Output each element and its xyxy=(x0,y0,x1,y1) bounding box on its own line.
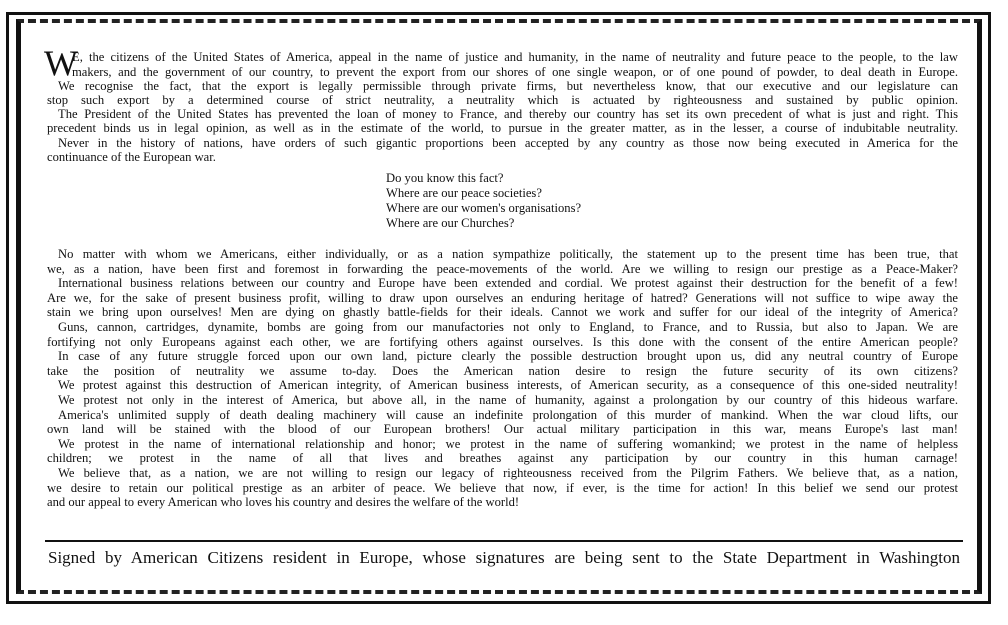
text-line: Guns, cannon, cartridges, dynamite, bombs are going from our manufactories not only to England, to France, and to Russia, but also to Japan. We are xyxy=(58,320,958,334)
drop-cap: W xyxy=(44,43,78,83)
text-line: America's unlimited supply of death dealing machinery will cause an indefinite prolongation of this murder of mankind. When the war cloud lifts, our xyxy=(58,407,958,422)
text-line: We protest in the name of international relationship and honor; we protest in the name of suffering womankind; we protest in the name of helpless xyxy=(58,436,958,451)
text-line: International business relations between our country and Europe have been extended and cordial. We protest against their destruction for the benefit of a few! xyxy=(58,276,958,291)
text-line: We protest not only in the interest of America, but above all, in the name of humanity, against a prolongation by our country of this hideous warfare. xyxy=(58,393,958,407)
text-line: precedent binds us in legal opinion, as well as in the estimate of the world, to pursue in the greater matter, as in the lesser, a course of indubitable neutrality. xyxy=(47,121,958,135)
text-line: Are we, for the sake of present business profit, willing to draw upon ourselves an enduring heritage of hatred? Generations will not suffice to wipe away the xyxy=(47,290,958,305)
signature-line: Signed by American Citizens resident in Europe, whose signatures are being sent to the State Department in Washington xyxy=(48,548,960,567)
text-line: We recognise the fact, that the export is legally permissible through private firms, but nevertheless know, that our executive and our legislature can xyxy=(58,79,958,93)
text-line: children; we protest in the name of all that lives and breathes against any participation by our country in this human carnage! xyxy=(47,451,958,466)
text-line: we, as a nation, have been first and foremost in forwarding the peace-movements of the world. Are we willing to resign our prestige as a Peace-Maker? xyxy=(47,261,958,276)
text-line: stop such export by a determined course of strict neutrality, a neutrality which is actuated by righteousness and sustained by public opinion. xyxy=(47,93,958,107)
text-line: fortifying not only Europeans against each other, we are fortifying others against ourselves. Is this done with the consent of the entire American people? xyxy=(47,334,958,349)
text-line: we desire to retain our political prestige as an arbiter of peace. We believe that now, if ever, is the time for action! In this belief we send our protest xyxy=(47,480,958,495)
text-line: The President of the United States has prevented the loan of money to France, and thereby our country has set its own precedent of what is just and right. This xyxy=(58,107,958,121)
divider-rule xyxy=(45,540,963,542)
question-line: Do you know this fact? xyxy=(386,171,504,185)
question-line: Where are our peace societies? xyxy=(386,186,542,200)
text-line: own land will be stained with the blood of our European brothers! Our actual military participation in this war, means Europe's last man! xyxy=(47,422,958,437)
text-line: We protest against this destruction of American integrity, of American business interests, of American security, as a consequence of this one-sided neutrality! xyxy=(58,378,958,393)
text-line: We believe that, as a nation, we are not willing to resign our legacy of righteousness received from the Pilgrim Fathers. We believe that, as a nation, xyxy=(58,466,958,480)
text-line: No matter with whom we Americans, either individually, or as a nation sympathize politically, the statement up to the present time has been true, that xyxy=(58,247,958,261)
question-line: Where are our women's organisations? xyxy=(386,201,582,215)
text-line: Never in the history of nations, have orders of such gigantic proportions been accepted by any country as those now being executed in America for the xyxy=(58,136,958,150)
text-line: E, the citizens of the United States of America, appeal in the name of justice and humanity, in the name of neutrality and future peace to the people, to the law xyxy=(72,50,958,64)
question-line: Where are our Churches? xyxy=(386,216,515,230)
text-line: stain we bring upon ourselves! Men are dying on ghastly battle-fields for their ideals. Cannot we work and suffer for our ideal of the integrity of America? xyxy=(47,305,958,320)
text-line: continuance of the European war. xyxy=(47,150,216,164)
text-line: take the position of neutrality we assume to-day. Does the American nation desire to resign the future security of its own citizens? xyxy=(47,363,958,378)
text-line: In case of any future struggle forced upon our own land, picture clearly the possible destruction brought upon us, did any neutral country of Europe xyxy=(58,349,958,364)
text-line: and our appeal to every American who loves his country and desires the welfare of the world! xyxy=(47,495,520,510)
text-line: makers, and the government of our country, to prevent the export from our shores of one single weapon, or of one pound of powder, to deal death in Europe. xyxy=(72,65,958,79)
